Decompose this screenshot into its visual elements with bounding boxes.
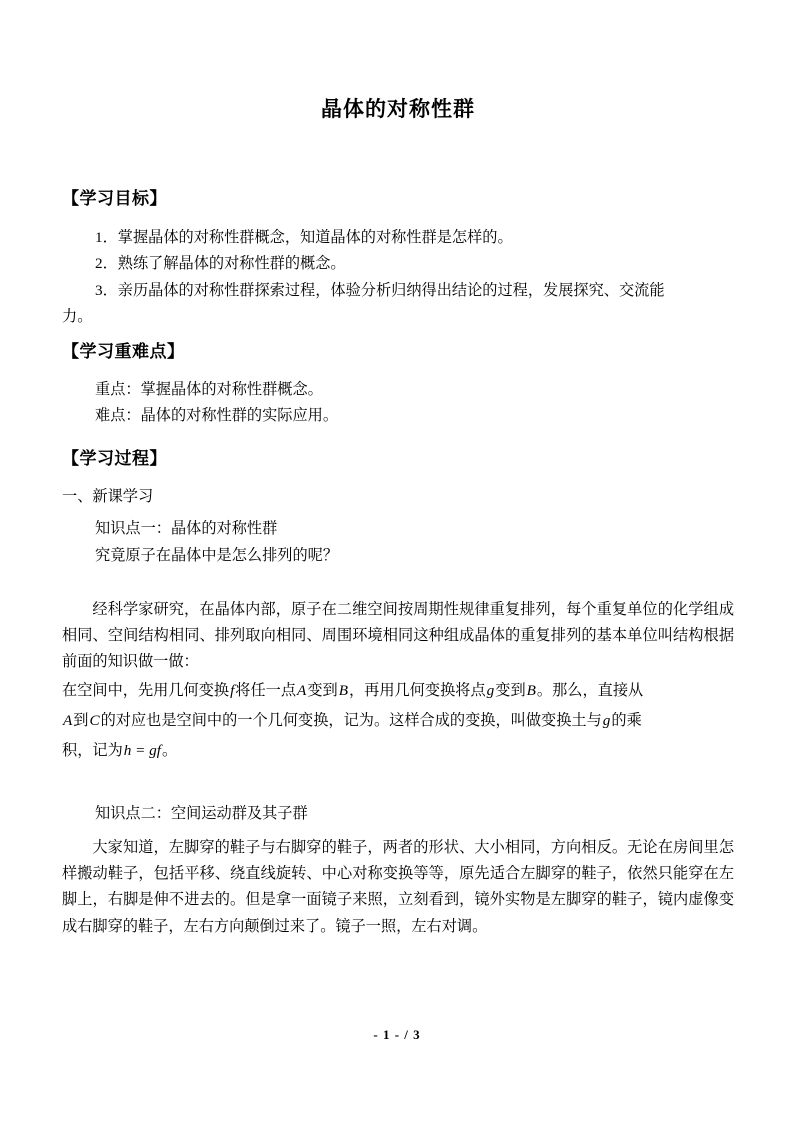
list-item-number: 2．: [95, 255, 118, 273]
math-var-c: C: [89, 711, 100, 729]
math-text: ，再用几何变换将点: [348, 681, 486, 699]
math-var-f: f: [230, 681, 235, 699]
math-line-2: [62, 706, 734, 736]
knowledge-point-1-paragraph: 经科学家研究，在晶体内部，原子在二维空间按周期性规律重复排列，每个重复单位的化学组成相同、空间结构相同、排列取向相同、周围环境相同这种组成晶体的重复排列的基本单位叫结构根据前面的知识做一做：: [62, 601, 734, 671]
math-formula-hgf: h = gf: [123, 742, 161, 760]
section-heading-process: 【学习过程】: [62, 448, 167, 468]
process-block: [62, 484, 734, 940]
math-var-g: g: [486, 681, 495, 699]
knowledge-point-2-block: [62, 801, 734, 940]
keypoint-difficulty: 难点：晶体的对称性群的实际应用。: [95, 407, 338, 425]
section-heading-objectives: 【学习目标】: [62, 189, 167, 209]
keypoints-block: [62, 377, 734, 430]
page-footer: - 1 - / 3: [373, 1027, 421, 1042]
math-text: 积，记为: [62, 742, 123, 760]
math-var-g2: g: [602, 711, 611, 729]
math-line-1: [62, 676, 734, 706]
knowledge-point-2-label: 知识点二：空间运动群及其子群: [95, 804, 308, 822]
math-var-b: B: [338, 681, 348, 699]
list-item-number: 3．: [95, 281, 118, 299]
list-item-label: 亲历晶体的对称性群探索过程，体验分析归纳得出结论的过程，发展探究、交流能: [117, 281, 665, 299]
section-heading-keypoints: 【学习重难点】: [62, 342, 185, 362]
process-part-one: 一、新课学习: [62, 488, 154, 506]
list-item-continuation: 力。: [62, 308, 93, 325]
list-item: [62, 225, 734, 251]
math-var-a: A: [297, 681, 307, 699]
keypoint-focus: 重点：掌握晶体的对称性群概念。: [95, 380, 323, 398]
list-item: [62, 278, 734, 304]
math-line-3: [62, 736, 734, 766]
list-item-label: 熟练了解晶体的对称性群的概念。: [117, 255, 346, 273]
list-item-number: 1．: [95, 228, 118, 246]
math-text: 。: [162, 742, 178, 760]
objectives-list: [62, 225, 734, 331]
math-text: 到: [73, 711, 89, 729]
math-var-b2: B: [526, 681, 536, 699]
math-text: 变到: [495, 681, 526, 699]
math-text: 的乘: [611, 711, 642, 729]
math-var-a2: A: [63, 711, 73, 729]
knowledge-point-1-question: 究竟原子在晶体中是怎么排列的呢？: [95, 546, 338, 564]
math-text: 将任一点: [235, 681, 297, 699]
document-content: [62, 0, 734, 940]
list-item: [62, 251, 734, 277]
page-title: 晶体的对称性群: [321, 98, 475, 121]
list-item-label: 掌握晶体的对称性群概念，知道晶体的对称性群是怎样的。: [117, 228, 513, 246]
math-text: 变到: [307, 681, 338, 699]
math-text: 的对应也是空间中的一个几何变换，记为。这样合成的变换，叫做变换土与: [100, 711, 602, 729]
knowledge-point-1-label: 知识点一：晶体的对称性群: [95, 520, 278, 538]
math-text: 在空间中，先用几何变换: [62, 681, 230, 699]
math-text: 。那么，直接从: [536, 681, 644, 699]
knowledge-point-2-paragraph: 大家知道，左脚穿的鞋子与右脚穿的鞋子，两者的形状、大小相同，方向相反。无论在房间里怎样搬动鞋子，包括平移、绕直线旋转、中心对称变换等等，原先适合左脚穿的鞋子，依然只能穿在左脚上，右脚是伸不进去的。但是拿一面镜子来照，立刻看到，镜外实物是左脚穿的鞋子，镜内虚像变成右脚穿的鞋子，左右方向颠倒过来了。镜子一照，左右对调。: [62, 839, 734, 935]
